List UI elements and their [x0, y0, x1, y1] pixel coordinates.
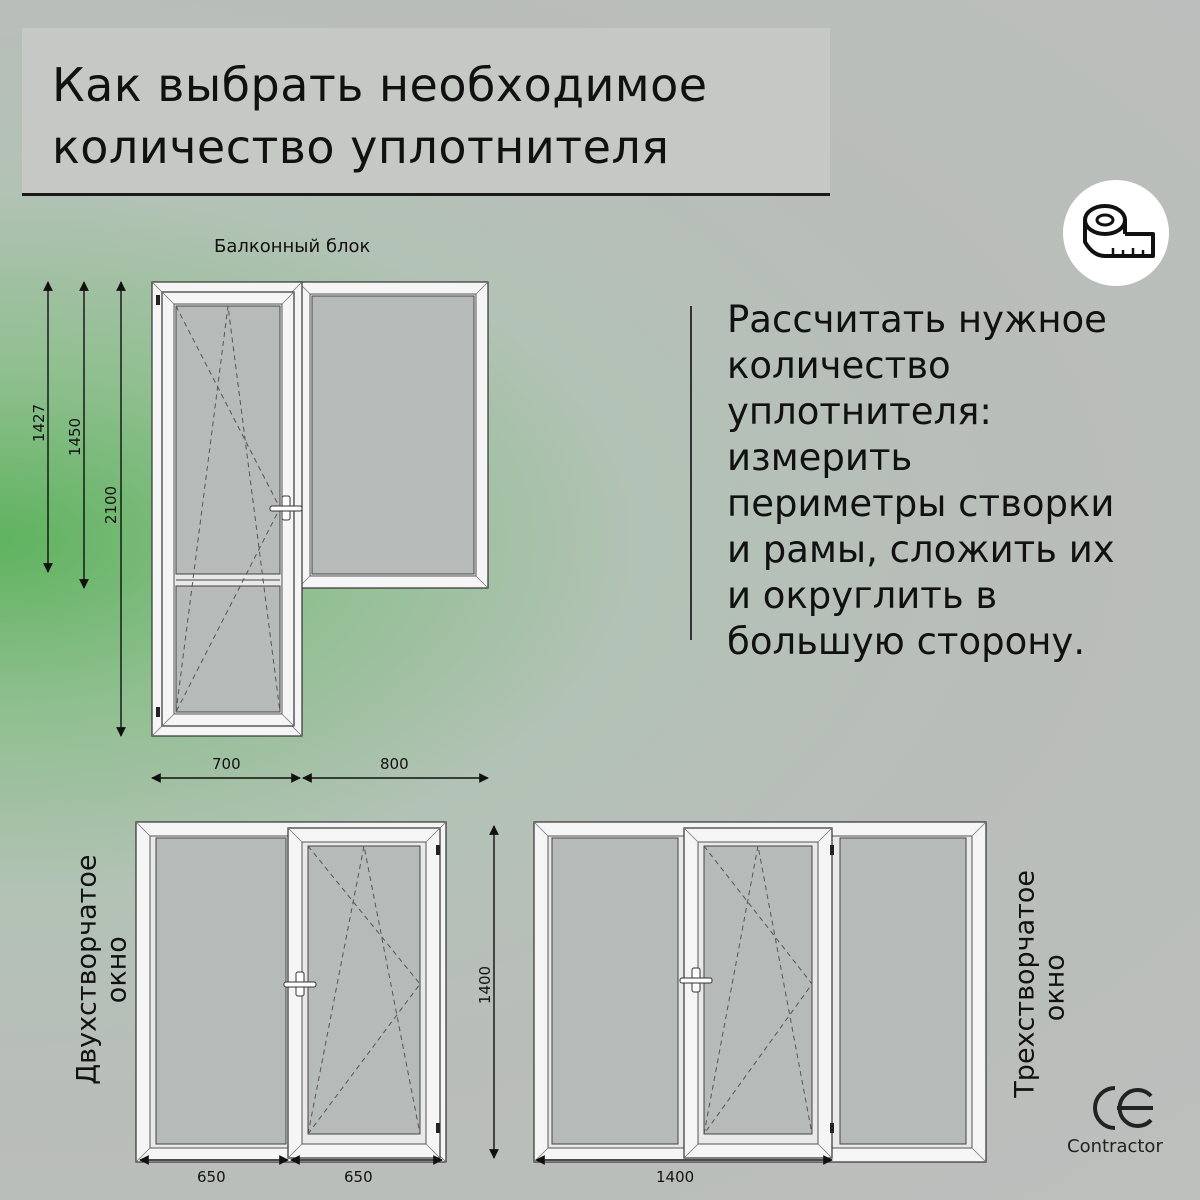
balcony-door-glass-top	[176, 306, 280, 574]
two-sash-left-glass	[156, 838, 286, 1144]
two-sash-window-label	[72, 854, 131, 1086]
balcony-window-glass	[312, 296, 474, 574]
balcony-label: Балконный блок	[214, 236, 371, 257]
instruction-line: большую сторону.	[727, 620, 1086, 663]
two-sash-right-glass	[308, 846, 420, 1134]
two-sash-label-line-1: Двухстворчатое	[71, 854, 103, 1085]
instruction-line: и рамы, сложить их	[727, 528, 1115, 571]
instruction-line: измерить	[727, 436, 913, 479]
instruction-line: Рассчитать нужное	[727, 298, 1107, 341]
dim-650-right-label: 650	[344, 1168, 373, 1186]
instruction-line: количество	[727, 344, 951, 387]
three-sash-middle-glass	[704, 846, 812, 1134]
dim-1427-label: 1427	[30, 403, 49, 443]
instruction-line: и округлить в	[727, 574, 998, 617]
dim-700-label: 700	[212, 755, 241, 773]
dim-650-left-label: 650	[197, 1168, 226, 1186]
dim-1400-height-label: 1400	[476, 965, 495, 1005]
three-sash-window-label	[1009, 869, 1070, 1098]
dim-1400-width-label: 1400	[656, 1168, 695, 1186]
two-sash-label-line-2: окно	[101, 936, 132, 1004]
dim-2100-label: 2100	[102, 485, 121, 525]
three-sash-label-line-2: окно	[1039, 954, 1070, 1022]
balcony-door-glass-bottom	[176, 586, 280, 712]
contractor-logo-icon	[1085, 1082, 1161, 1134]
balcony-hinge-bottom	[156, 707, 160, 717]
two-sash-hinge-bottom	[436, 1123, 440, 1133]
two-sash-hinge-top	[436, 845, 440, 855]
title-line-2: количество уплотнителя	[52, 120, 670, 174]
three-sash-right-glass	[840, 838, 966, 1144]
three-sash-left-glass	[552, 838, 678, 1144]
instruction-line: уплотнителя:	[727, 390, 992, 433]
dim-1450-label: 1450	[66, 417, 85, 457]
contractor-logo-text: Contractor	[1067, 1136, 1163, 1157]
three-sash-hinge-top	[830, 845, 834, 855]
title-line-1: Как выбрать необходимое	[52, 58, 708, 112]
three-sash-label-line-1: Трехстворчатое	[1009, 869, 1041, 1098]
three-sash-hinge-bottom	[830, 1123, 834, 1133]
balcony-hinge-top	[156, 295, 160, 305]
instruction-line: периметры створки	[727, 482, 1115, 525]
dim-800-label: 800	[380, 755, 409, 773]
window-frames	[136, 282, 986, 1162]
